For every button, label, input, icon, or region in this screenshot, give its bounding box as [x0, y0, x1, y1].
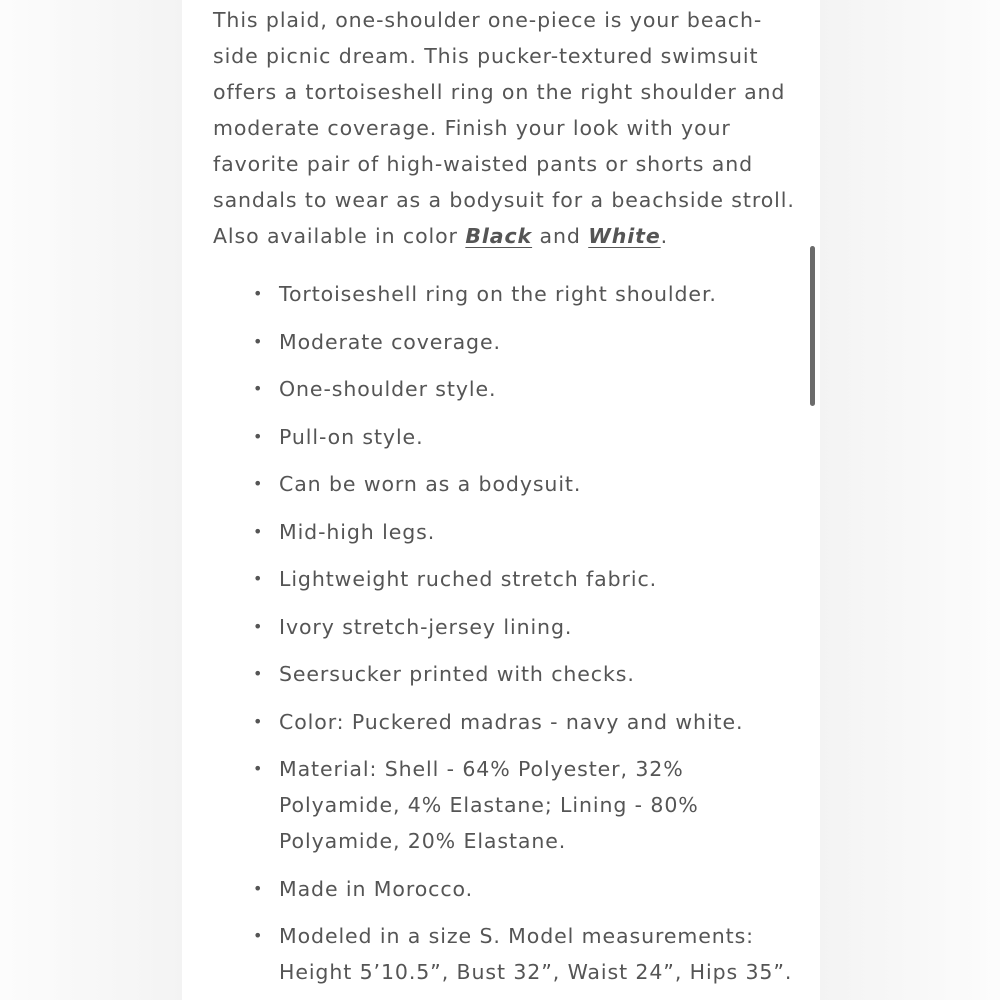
list-item — [253, 561, 809, 597]
bullet-icon: • — [253, 711, 264, 731]
list-item — [253, 918, 809, 990]
description-connector: and — [539, 224, 581, 248]
bullet-icon: • — [253, 569, 264, 588]
product-details-panel — [182, 0, 820, 1000]
bullet-icon: • — [253, 379, 264, 398]
bullet-icon: • — [253, 426, 264, 446]
feature-text: One-shoulder style. — [279, 377, 497, 401]
feature-text: Pull-on style. — [279, 424, 424, 449]
bullet-icon: • — [253, 926, 264, 945]
description-text: This plaid, one-shoulder one-piece is your beach-side picnic dream. This pucker-textured swimsuit offers a tortoiseshell ring on the right shoulder and moderate coverage. Finish your look with your favorite pair of high-waisted pants or shorts and sandals to wear as a bodysuit for a beachside stroll. Also available in color — [213, 8, 795, 248]
list-item — [253, 871, 809, 907]
feature-text: Lightweight ruched stretch fabric. — [279, 567, 658, 591]
feature-text: Tortoiseshell ring on the right shoulder. — [279, 282, 717, 306]
bullet-icon: • — [253, 521, 264, 541]
color-link-white[interactable]: White — [588, 224, 661, 248]
list-item — [253, 514, 809, 550]
feature-text: Material: Shell - 64% Polyester, 32% Polyamide, 4% Elastane; Lining - 80% Polyamide, 20% Elastane. — [279, 757, 699, 853]
bullet-icon: • — [253, 664, 264, 683]
list-item — [253, 466, 809, 502]
feature-text: Ivory stretch-jersey lining. — [279, 614, 573, 639]
bullet-icon: • — [253, 331, 264, 351]
bullet-icon: • — [253, 474, 264, 493]
list-item — [253, 609, 809, 645]
description-end: . — [660, 224, 669, 248]
backdrop-right — [820, 0, 1000, 1000]
feature-text: Color: Puckered madras - navy and white. — [279, 709, 744, 734]
list-item — [253, 751, 809, 859]
feature-list — [253, 276, 809, 1000]
scrollbar-thumb[interactable] — [810, 246, 815, 406]
color-link-black[interactable]: Black — [465, 224, 533, 248]
feature-text: Moderate coverage. — [279, 329, 501, 354]
feature-text: Can be worn as a bodysuit. — [279, 472, 582, 496]
list-item — [253, 704, 809, 740]
bullet-icon: • — [253, 759, 264, 778]
list-item — [253, 276, 809, 312]
product-description — [213, 2, 798, 254]
bullet-icon: • — [253, 616, 264, 636]
feature-text: Mid-high legs. — [279, 519, 436, 544]
list-item — [253, 324, 809, 360]
feature-text: Made in Morocco. — [279, 876, 473, 901]
list-item — [253, 419, 809, 455]
list-item — [253, 371, 809, 407]
feature-text: Seersucker printed with checks. — [279, 662, 635, 686]
bullet-icon: • — [253, 284, 264, 303]
list-item — [253, 656, 809, 692]
feature-text: Modeled in a size S. Model measurements: Height 5’10.5”, Bust 32”, Waist 24”, Hips 35”. — [279, 924, 793, 984]
backdrop-left — [0, 0, 182, 1000]
bullet-icon: • — [253, 878, 264, 898]
